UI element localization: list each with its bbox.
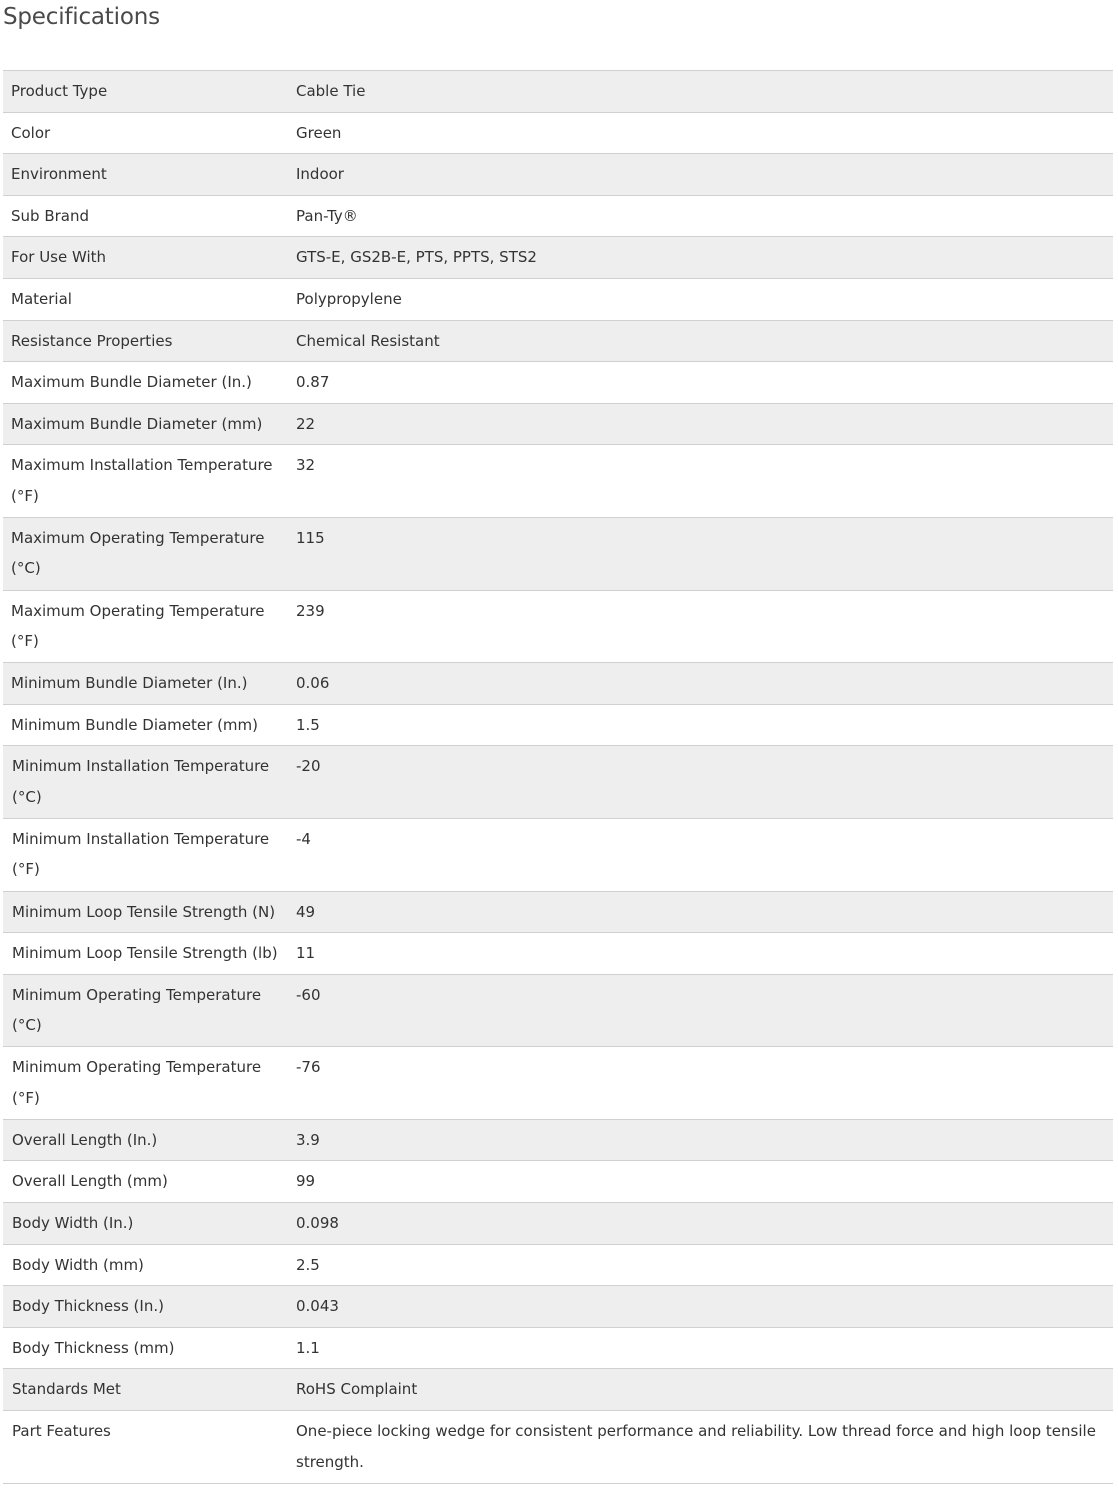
spec-value: 115	[296, 528, 325, 547]
spec-label: Minimum Installation Temperature (°F)	[12, 829, 270, 879]
spec-row	[3, 591, 1113, 664]
spec-label: Minimum Operating Temperature (°F)	[12, 1058, 262, 1107]
spec-row	[3, 1411, 1113, 1484]
spec-row	[3, 321, 1113, 363]
spec-value: Polypropylene	[296, 289, 402, 308]
spec-row	[3, 196, 1113, 238]
spec-value: -60	[296, 985, 321, 1004]
spec-row	[3, 819, 1113, 892]
spec-value: 1.5	[296, 715, 320, 734]
spec-label: Product Type	[11, 82, 108, 100]
spec-row	[3, 1161, 1113, 1203]
spec-row	[3, 113, 1113, 155]
spec-value: -4	[296, 829, 311, 848]
spec-row	[3, 705, 1113, 747]
spec-row	[3, 1120, 1113, 1162]
spec-value: Green	[296, 123, 342, 142]
spec-label: Body Width (mm)	[12, 1255, 144, 1274]
spec-row	[3, 746, 1113, 819]
spec-label: Maximum Installation Temperature (°F)	[11, 456, 273, 505]
spec-row	[3, 1328, 1113, 1370]
spec-label: Maximum Bundle Diameter (mm)	[11, 414, 263, 433]
spec-label: For Use With	[11, 248, 107, 267]
section-title: Specifications	[3, 4, 160, 30]
spec-row	[3, 362, 1113, 404]
spec-label: Minimum Installation Temperature (°C)	[12, 757, 270, 806]
spec-label: Minimum Bundle Diameter (mm)	[11, 715, 258, 734]
spec-label: Body Thickness (In.)	[12, 1297, 164, 1316]
spec-value: 32	[296, 456, 316, 475]
spec-value: 22	[296, 414, 316, 433]
spec-value: Cable Tie	[296, 82, 366, 100]
spec-row	[3, 71, 1113, 113]
spec-value: 3.9	[296, 1130, 320, 1149]
spec-row	[3, 1245, 1113, 1287]
spec-row	[3, 892, 1113, 934]
spec-row	[3, 154, 1113, 196]
spec-label: Maximum Bundle Diameter (In.)	[11, 373, 252, 392]
spec-row	[3, 518, 1113, 591]
spec-value: Indoor	[296, 165, 344, 184]
spec-row	[3, 404, 1113, 446]
spec-row	[3, 1369, 1113, 1411]
spec-value: 0.098	[296, 1214, 339, 1233]
spec-row	[3, 663, 1113, 705]
spec-row	[3, 975, 1113, 1048]
specifications-table	[3, 70, 1113, 1484]
spec-label: Overall Length (mm)	[12, 1172, 168, 1191]
spec-value: 0.06	[296, 674, 330, 693]
spec-label: Body Width (In.)	[12, 1214, 134, 1233]
spec-value: RoHS Complaint	[296, 1380, 418, 1399]
spec-value: 239	[296, 601, 325, 620]
spec-row	[3, 237, 1113, 279]
spec-label: Minimum Operating Temperature (°C)	[12, 985, 262, 1035]
spec-label: Part Features	[12, 1422, 111, 1441]
spec-value: Pan-Ty®	[296, 206, 358, 225]
spec-label: Material	[11, 289, 72, 308]
spec-value: 11	[296, 944, 316, 963]
spec-value: 2.5	[296, 1255, 320, 1274]
spec-label: Overall Length (In.)	[12, 1130, 158, 1149]
spec-value: -20	[296, 757, 321, 776]
spec-value: 99	[296, 1172, 316, 1191]
spec-label: Maximum Operating Temperature (°F)	[11, 601, 265, 651]
spec-value: 49	[296, 902, 316, 921]
spec-value: One-piece locking wedge for consistent performance and reliability. Low thread force and high loop tensile strength.	[296, 1422, 1096, 1471]
spec-label: Minimum Bundle Diameter (In.)	[11, 674, 248, 693]
spec-label: Standards Met	[12, 1380, 121, 1399]
spec-label: Environment	[11, 165, 107, 184]
spec-value: 1.1	[296, 1338, 320, 1357]
spec-value: GTS-E, GS2B-E, PTS, PPTS, STS2	[296, 248, 537, 267]
spec-label: Color	[11, 123, 51, 142]
spec-row	[3, 933, 1113, 975]
spec-row	[3, 445, 1113, 518]
spec-row	[3, 1047, 1113, 1120]
spec-value: 0.87	[296, 373, 330, 392]
spec-value: Chemical Resistant	[296, 331, 440, 350]
spec-value: -76	[296, 1058, 321, 1077]
spec-label: Sub Brand	[11, 206, 89, 225]
spec-value: 0.043	[296, 1297, 339, 1316]
spec-label: Maximum Operating Temperature (°C)	[11, 528, 265, 578]
spec-label: Minimum Loop Tensile Strength (N)	[12, 902, 276, 921]
spec-label: Resistance Properties	[11, 331, 173, 350]
spec-label: Minimum Loop Tensile Strength (lb)	[12, 944, 278, 963]
spec-row	[3, 1286, 1113, 1328]
spec-row	[3, 279, 1113, 321]
spec-label: Body Thickness (mm)	[12, 1338, 175, 1357]
spec-row	[3, 1203, 1113, 1245]
